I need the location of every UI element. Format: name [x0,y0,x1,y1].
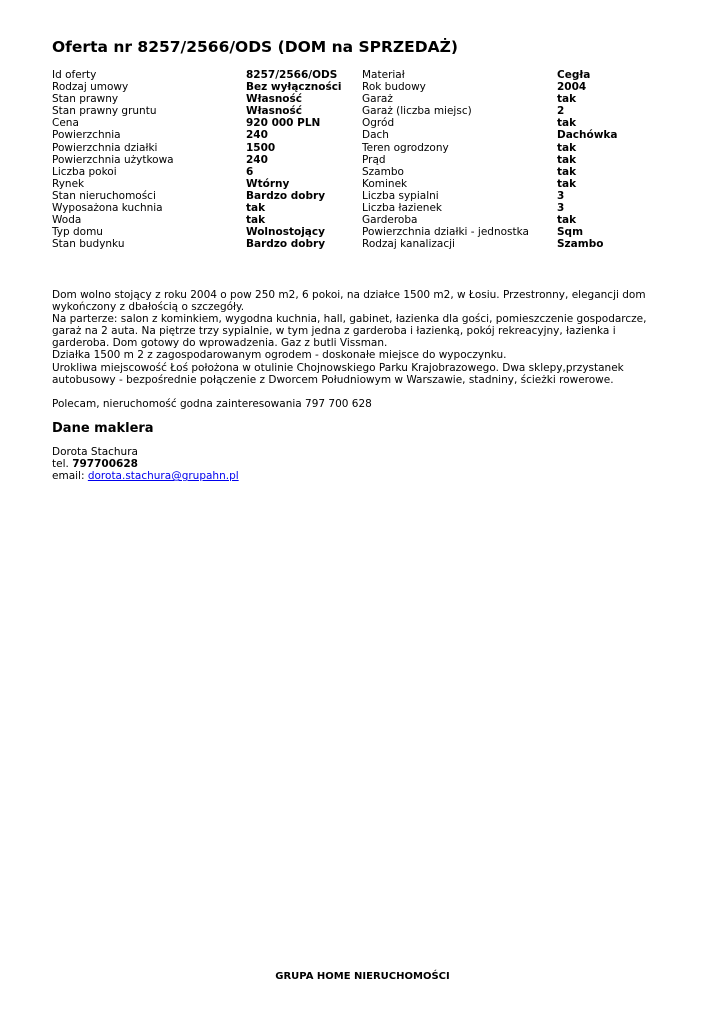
property-value: Sqm [557,226,584,239]
property-label: Ogród [362,117,395,130]
property-label: Woda [52,214,82,227]
property-value: Bez wyłączności [246,81,342,94]
property-value: 2004 [557,81,587,94]
property-value: 6 [246,165,254,178]
property-label: Id oferty [52,69,97,81]
property-label: Stan prawny gruntu [52,105,157,118]
property-label: Rodzaj kanalizacji [362,238,455,251]
property-value: tak [246,214,266,227]
property-label: Stan nieruchomości [52,189,156,202]
agent-email-link[interactable]: dorota.stachura@grupahn.pl [87,470,239,483]
property-value: Bardzo dobry [246,189,326,202]
description-paragraph: Urokliwa miejscowość Łoś położona w otulinie Chojnowskiego Parku Krajobrazowego. Dwa sklepy,przystanek autobusowy - bezpośrednie połączenie z Dworcem Południowym w Warszawie, stadniny, ścieżki rowerowe. [52,361,624,386]
agent-details [52,446,239,482]
property-label: Liczba sypialni [362,189,439,202]
property-label: Garderoba [362,214,418,227]
agent-name: Dorota Stachura [52,446,138,458]
property-value: Bardzo dobry [246,238,326,251]
property-value: Szambo [557,238,604,251]
description-closing: Polecam, nieruchomość godna zainteresowania 797 700 628 [52,397,372,410]
property-value: Dachówka [557,129,618,142]
property-value: 240 [246,129,268,142]
property-value: 8257/2566/ODS [246,69,338,81]
property-label: Rok budowy [362,81,426,94]
property-label: Materiał [362,69,405,81]
property-value: tak [557,214,577,227]
property-value: Wtórny [246,177,290,190]
property-row [52,117,617,129]
property-label: Powierzchnia działki [52,141,158,154]
property-label: Typ domu [52,226,103,239]
property-row [52,202,617,214]
property-row [52,93,617,105]
property-details-body [52,69,617,250]
agent-phone: 797700628 [72,458,138,471]
property-value: 3 [557,189,565,202]
property-value: 920 000 PLN [246,117,321,130]
property-value: tak [557,177,577,190]
property-label: Garaż [362,93,393,106]
property-row [52,154,617,166]
property-value: 2 [557,105,565,118]
property-row [52,81,617,93]
property-value: Wolnostojący [246,226,325,239]
property-row [52,129,617,141]
property-label: Rodzaj umowy [52,81,129,94]
property-value: Cegła [557,69,591,81]
footer-company-name: GRUPA HOME NIERUCHOMOŚCI [275,971,450,982]
agent-phone-label: tel. [52,458,69,471]
property-label: Cena [52,117,79,130]
property-value: tak [557,141,577,154]
agent-email-label: email: [52,470,85,483]
property-label: Rynek [52,177,85,190]
property-value: tak [557,93,577,106]
property-value: 1500 [246,141,276,154]
property-row [52,69,617,81]
description [52,289,674,410]
property-row [52,105,617,117]
property-value: 3 [557,202,565,215]
property-label: Liczba łazienek [362,202,442,215]
property-row [52,178,617,190]
property-details-table [52,69,617,250]
property-label: Wyposażona kuchnia [52,202,163,215]
property-row [52,190,617,202]
page-title: Oferta nr 8257/2566/ODS (DOM na SPRZEDAŻ) [52,38,458,56]
description-paragraph: Działka 1500 m 2 z zagospodarowanym ogrodem - doskonałe miejsce do wypoczynku. [52,349,507,362]
property-value: tak [557,165,577,178]
property-value: Własność [246,105,302,118]
property-row [52,238,617,250]
description-paragraph: Na parterze: salon z kominkiem, wygodna kuchnia, hall, gabinet, łazienka dla gości, pomieszczenie gospodarcze, garaż na 2 auta. Na piętrze trzy sypialnie, w tym jedna z garderoba i łazienką, pokój rekreacyjny, łazienka i garderoba. Dom gotowy do wprowadzenia. Gaz z butli Vissman. [52,313,647,350]
property-value: tak [557,153,577,166]
property-value: tak [246,202,266,215]
property-value: tak [557,117,577,130]
property-label: Powierzchnia działki - jednostka [362,226,529,239]
property-label: Teren ogrodzony [362,141,449,154]
property-label: Kominek [362,177,408,190]
property-label: Prąd [362,153,386,166]
property-row [52,142,617,154]
property-label: Stan budynku [52,238,125,251]
property-row [52,166,617,178]
property-label: Powierzchnia użytkowa [52,153,174,166]
property-label: Garaż (liczba miejsc) [362,105,472,118]
property-label: Stan prawny [52,93,119,106]
property-value: 240 [246,153,268,166]
property-row [52,226,617,238]
property-label: Powierzchnia [52,129,121,142]
property-value: Własność [246,93,302,106]
property-label: Dach [362,129,389,142]
property-label: Liczba pokoi [52,165,117,178]
description-paragraph: Dom wolno stojący z roku 2004 o pow 250 m2, 6 pokoi, na działce 1500 m2, w Łosiu. Przestronny, elegancji dom wykończony z dbałością o szczegóły. [52,289,646,314]
agent-section-heading: Dane maklera [52,421,154,436]
agent-email-line [52,470,239,482]
property-row [52,214,617,226]
agent-phone-line [52,458,239,470]
property-label: Szambo [362,165,404,178]
